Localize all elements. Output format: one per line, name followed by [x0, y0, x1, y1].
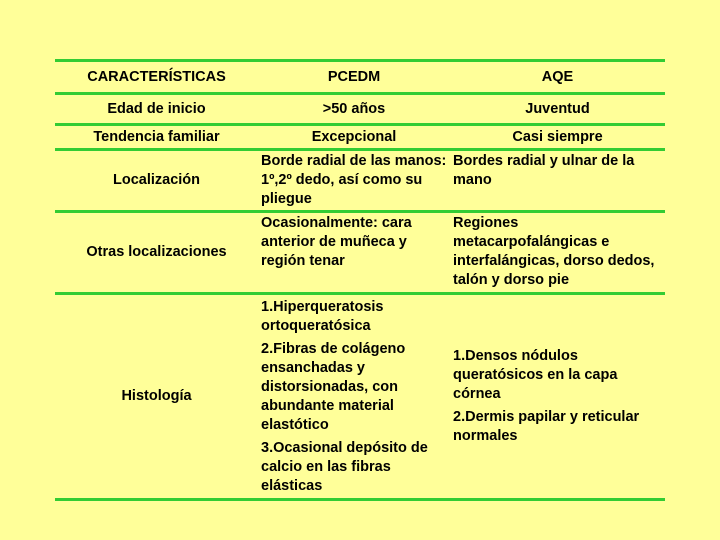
table-row-edad	[55, 95, 665, 126]
cell-aqe-edad: Juventud	[525, 100, 590, 117]
cell-aqe-localizacion: Bordes radial y ulnar de la mano	[453, 153, 635, 188]
row-label-otras: Otras localizaciones	[86, 244, 227, 260]
cell-pcedm-edad: >50 años	[322, 100, 386, 117]
cell-pcedm-histologia	[258, 295, 450, 498]
list-item: 1.Hiperqueratosis ortoqueratósica	[261, 298, 384, 334]
header-aqe: AQE	[541, 68, 574, 85]
list-item: 1.Densos nódulos queratósicos en la capa córnea	[453, 348, 618, 402]
row-label-localizacion: Localización	[112, 172, 201, 188]
row-label-edad: Edad de inicio	[107, 100, 206, 117]
cell-aqe-histologia	[450, 295, 665, 498]
comparison-table	[55, 59, 665, 501]
table-row-localizacion	[55, 151, 665, 213]
header-pcedm: PCEDM	[327, 68, 381, 85]
table-row-tendencia	[55, 126, 665, 151]
table-row-otras	[55, 213, 665, 295]
list-item: 3.Ocasional depósito de calcio en las fibras elásticas	[261, 439, 428, 494]
cell-aqe-tendencia: Casi siempre	[512, 128, 603, 145]
cell-pcedm-otras: Ocasionalmente: cara anterior de muñeca y región tenar	[261, 215, 412, 269]
list-item: 2.Fibras de colágeno ensanchadas y distorsionadas, con abundante material elastótico	[261, 340, 406, 433]
row-label-histologia: Histología	[121, 388, 192, 404]
cell-pcedm-localizacion: Borde radial de las manos: 1º,2º dedo, así como su pliegue	[261, 153, 447, 207]
row-label-tendencia: Tendencia familiar	[93, 128, 220, 145]
table-header-row	[55, 62, 665, 95]
cell-pcedm-tendencia: Excepcional	[311, 128, 397, 145]
cell-aqe-otras: Regiones metacarpofalángicas e interfalángicas, dorso dedos, talón y dorso pie	[453, 215, 655, 288]
list-item: 2.Dermis papilar y reticular normales	[453, 409, 640, 444]
table-row-histologia	[55, 295, 665, 501]
header-caracteristicas: CARACTERÍSTICAS	[87, 68, 226, 85]
